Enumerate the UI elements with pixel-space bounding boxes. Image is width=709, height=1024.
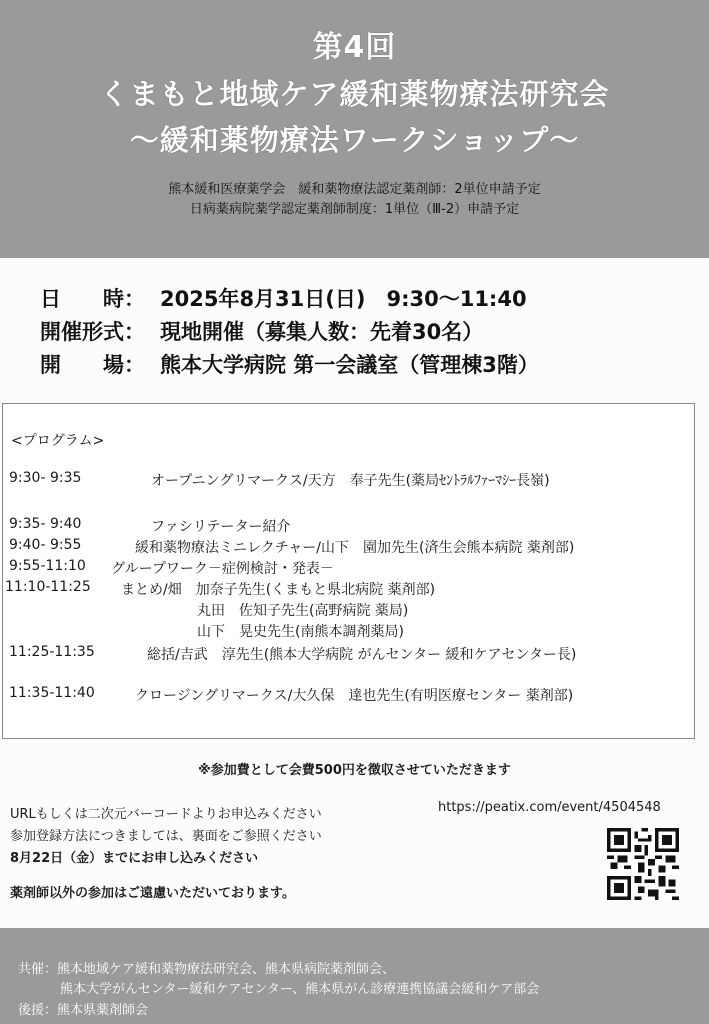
format-label: 開催形式： <box>40 320 145 344</box>
date-label: 日 時： <box>40 287 145 311</box>
program-time: 9:55-11:10 <box>9 558 86 574</box>
credit-line-2: 日病薬病院薬学認定薬剤師制度：1単位（Ⅲ-2）申請予定 <box>189 202 520 217</box>
participation-note: 薬剤師以外の参加はご遠慮いただいております。 <box>10 886 295 901</box>
credit-line-1: 熊本緩和医療薬学会 緩和薬物療法認定薬剤師：2単位申請予定 <box>168 182 541 197</box>
format-row <box>40 316 483 346</box>
fee-notice: ※参加費として会費500円を徴収させていただきます <box>198 763 511 778</box>
program-text: 緩和薬物療法ミニレクチャー/山下 園加先生(済生会熊本病院 薬剤部) <box>135 540 575 556</box>
program-title: <プログラム> <box>11 433 105 449</box>
program-text: 山下 晃史先生(南熊本調剤薬局) <box>197 624 404 640</box>
date-row <box>40 283 527 313</box>
program-time: 9:40- 9:55 <box>9 537 82 553</box>
format-value: 現地開催（募集人数：先着30名） <box>160 320 484 344</box>
program-text: グループワーク－症例検討・発表－ <box>111 561 334 577</box>
event-title: くまもと地域ケア緩和薬物療法研究会 <box>99 77 610 111</box>
sponsor-line: 後援：熊本県薬剤師会 <box>18 1003 149 1018</box>
registration-line-1: URLもしくは二次元バーコードよりお申込みください <box>10 807 322 822</box>
program-text: クロージングリマークス/大久保 達也先生(有明医療センター 薬剤部) <box>135 688 574 704</box>
program-text: まとめ/畑 加奈子先生(くまもと県北病院 薬剤部) <box>121 582 436 598</box>
program-time: 11:35-11:40 <box>9 685 95 701</box>
program-time: 9:35- 9:40 <box>9 516 82 532</box>
program-time: 9:30- 9:35 <box>9 470 82 486</box>
venue-label: 開 場： <box>40 353 145 377</box>
registration-line-2: 参加登録方法につきましては、裏面をご参照ください <box>10 829 322 844</box>
qr-code-icon[interactable] <box>607 828 679 900</box>
program-text: 丸田 佐知子先生(高野病院 薬局) <box>197 603 409 619</box>
cohost-line-1: 共催：熊本地域ケア緩和薬物療法研究会、熊本県病院薬剤師会、 <box>18 962 396 977</box>
program-text: 総括/吉武 淳先生(熊本大学病院 がんセンター 緩和ケアセンター長) <box>147 647 577 663</box>
event-subtitle: ～緩和薬物療法ワークショップ～ <box>129 123 580 157</box>
registration-url[interactable]: https://peatix.com/event/4504548 <box>438 800 661 815</box>
venue-row <box>40 349 539 379</box>
program-time: 11:10-11:25 <box>5 579 91 595</box>
program-text: オープニングリマークス/天方 奉子先生(薬局ｾﾝﾄﾗﾙﾌｧｰﾏｼｰ長嶺) <box>151 473 550 489</box>
venue-value: 熊本大学病院 第一会議室（管理棟3階） <box>160 353 539 377</box>
program-time: 11:25-11:35 <box>9 644 95 660</box>
cohost-line-2: 熊本大学がんセンター緩和ケアセンター、熊本県がん診療連携協議会緩和ケア部会 <box>60 982 540 997</box>
program-text: ファシリテーター紹介 <box>151 519 291 535</box>
program-box <box>2 403 695 739</box>
event-number: 第4回 <box>312 30 397 65</box>
registration-deadline: 8月22日（金）までにお申し込みください <box>10 851 259 866</box>
date-value: 2025年8月31日(日) 9:30～11:40 <box>160 287 527 311</box>
